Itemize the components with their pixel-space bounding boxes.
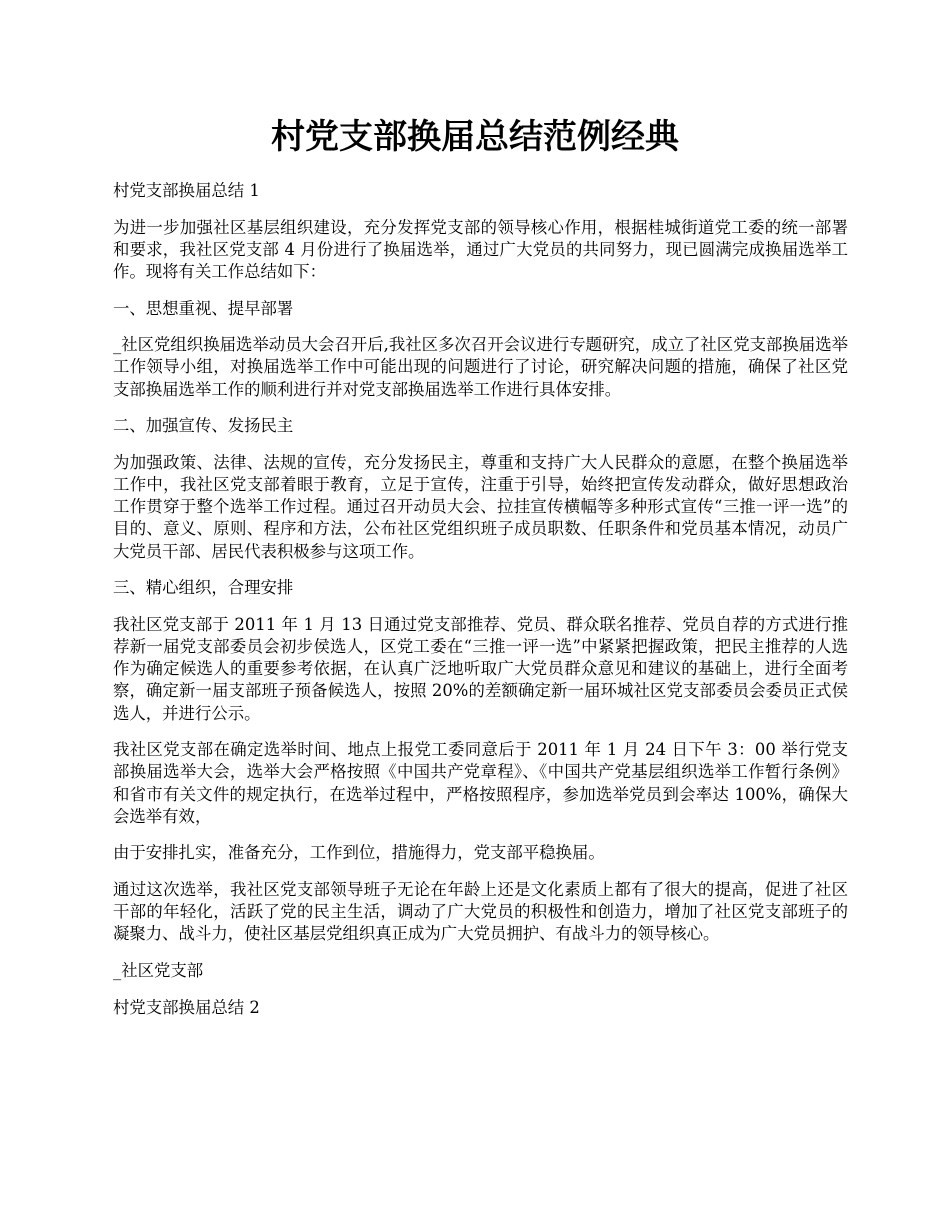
section-heading-1: 一、思想重视、提早部署 xyxy=(113,298,294,318)
document-body xyxy=(113,180,848,1033)
paragraph-intro: 为进一步加强社区基层组织建设，充分发挥党支部的领导核心作用，根据桂城街道党工委的统一部署和要求，我社区党支部 4 月份进行了换届选举，通过广大党员的共同努力，现已圆满完成换届选举工作。现将有关工作总结如下： xyxy=(113,217,848,281)
paragraph-section-3b: 我社区党支部在确定选举时间、地点上报党工委同意后于 2011 年 1 月 24 日下午 3：00 举行党支部换届选举大会，选举大会严格按照《中国共产党章程》、《中国共产党基层组织选举工作暂行条例》和省市有关文件的规定执行，在选举过程中，严格按照程序，参加选举党员到会率达 100%，确保大会选举有效， xyxy=(113,740,848,826)
document-title: 村党支部换届总结范例经典 xyxy=(271,117,679,157)
paragraph-section-3a: 我社区党支部于 2011 年 1 月 13 日通过党支部推荐、党员、群众联名推荐、党员自荐的方式进行推荐新一届党支部委员会初步侯选人，区党工委在“三推一评一选”中紧紧把握政策，把民主推荐的人选作为确定候选人的重要参考依据，在认真广泛地听取广大党员群众意见和建议的基础上，进行全面考察，确定新一届支部班子预备候选人，按照 20%的差额确定新一届环城社区党支部委员会委员正式侯选人，并进行公示。 xyxy=(113,614,848,723)
paragraph-conclusion: 通过这次选举，我社区党支部领导班子无论在年龄上还是文化素质上都有了很大的提高，促进了社区干部的年轻化，活跃了党的民主生活，调动了广大党员的积极性和创造力，增加了社区党支部班子的凝聚力、战斗力，使社区基层党组织真正成为广大党员拥护、有战斗力的领导核心。 xyxy=(113,879,848,944)
section-heading-summary-1: 村党支部换届总结 1 xyxy=(113,181,260,200)
paragraph-section-3c: 由于安排扎实，准备充分，工作到位，措施得力，党支部平稳换届。 xyxy=(113,843,605,863)
signature-line: _社区党支部 xyxy=(113,960,204,980)
paragraph-section-2: 为加强政策、法律、法规的宣传，充分发扬民主，尊重和支持广大人民群众的意愿，在整个换届选举工作中，我社区党支部着眼于教育，立足于宣传，注重于引导，始终把宣传发动群众，做好思想政治工作贯穿于整个选举工作过程。通过召开动员大会、拉挂宣传横幅等多种形式宣传“三推一评一选”的目的、意义、原则、程序和方法，公布社区党组织班子成员职数、任职条件和党员基本情况，动员广大党员干部、居民代表积极参与这项工作。 xyxy=(113,452,848,561)
paragraph-section-1: _社区党组织换届选举动员大会召开后,我社区多次召开会议进行专题研究，成立了社区党支部换届选举工作领导小组，对换届选举工作中可能出现的问题进行了讨论，研究解决问题的措施，确保了社区党支部换届选举工作的顺利进行并对党支部换届选举工作进行具体安排。 xyxy=(113,335,848,399)
section-heading-3: 三、精心组织，合理安排 xyxy=(113,578,294,598)
section-heading-summary-2: 村党支部换届总结 2 xyxy=(113,997,260,1017)
section-heading-2: 二、加强宣传、发扬民主 xyxy=(113,416,294,436)
